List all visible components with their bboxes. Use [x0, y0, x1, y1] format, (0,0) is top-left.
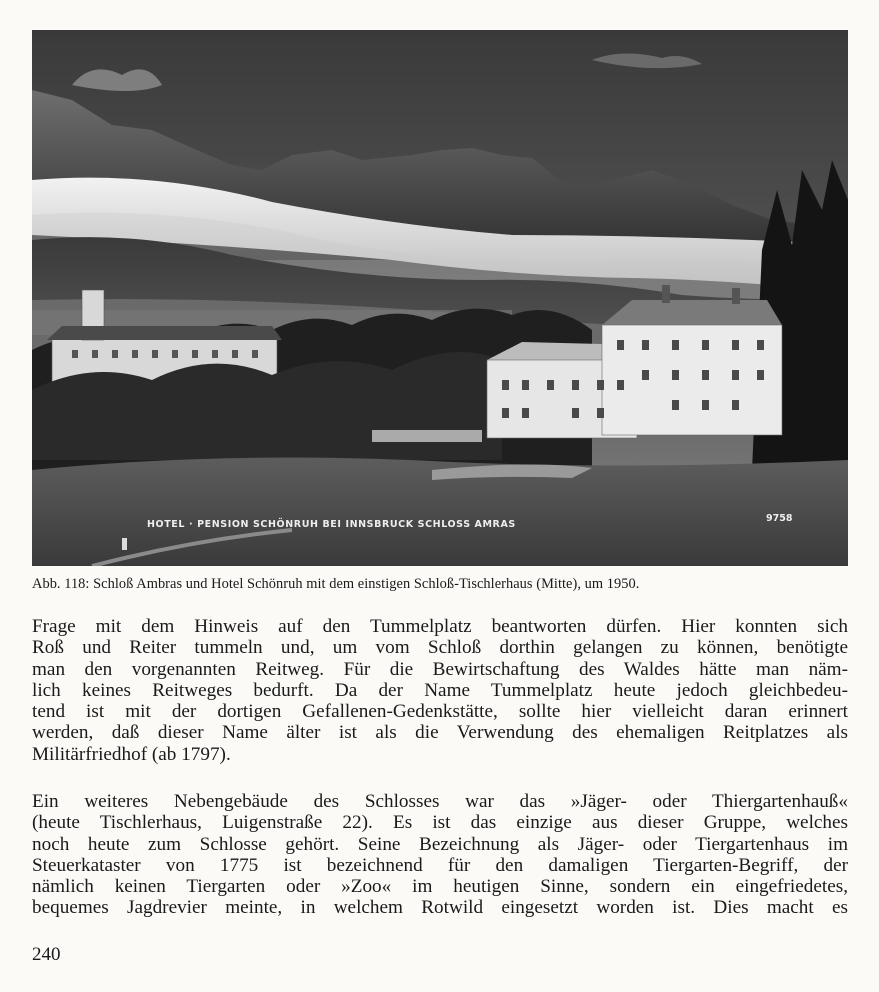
text-line: (heute Tischlerhaus, Luigenstraße 22). Es ist das einzige aus dieser Gruppe, welches — [32, 812, 848, 834]
text-line: tend ist mit der dortigen Gefallenen-Gedenkstätte, sollte hier vielleicht daran erinnert — [32, 701, 848, 723]
text-line: Steuerkataster von 1775 ist bezeichnend für den damaligen Tiergarten-Begriff, der — [32, 854, 848, 876]
text-line: Roß und Reiter tummeln und, um vom Schloß dorthin gelangen zu können, benötigte — [32, 637, 848, 659]
text-line: bequemes Jagdrevier meinte, in welchem Rotwild eingesetzt worden ist. Dies macht es — [32, 897, 848, 919]
text-line: noch heute zum Schlosse gehört. Seine Bezeichnung als Jäger- oder Tiergartenhaus im — [32, 833, 848, 855]
photo-overlay-text: HOTEL · PENSION SCHÖNRUH BEI INNSBRUCK SCHLOSS AMRAS — [147, 519, 516, 530]
figure-caption: Abb. 118: Schloß Ambras und Hotel Schönruh mit dem einstigen Schloß-Tischlerhaus (Mitte), um 1950. — [32, 576, 640, 592]
text-line: Ein weiteres Nebengebäude des Schlosses war das »Jäger- oder Thiergartenhauß« — [32, 791, 848, 812]
text-line: man den vorgenannten Reitweg. Für die Bewirtschaftung des Waldes hätte man näm- — [32, 658, 848, 680]
text-line: nämlich keinen Tiergarten oder »Zoo« im heutigen Sinne, sondern ein eingefriedetes, — [32, 876, 848, 898]
photo-number: 9758 — [766, 513, 793, 524]
page-number: 240 — [32, 944, 61, 965]
text-line: lich keines Reitweges bedurft. Da der Name Tummelplatz heute jedoch gleichbedeu- — [32, 679, 848, 701]
paragraph-2 — [32, 791, 848, 919]
paragraph-1 — [32, 616, 848, 765]
text-line: werden, daß dieser Name älter ist als die Verwendung des ehemaligen Reitplatzes als — [32, 722, 848, 744]
text-line: Militärfriedhof (ab 1797). — [32, 743, 231, 765]
text-line: Frage mit dem Hinweis auf den Tummelplatz beantworten dürfen. Hier konnten sich — [32, 616, 848, 637]
historic-photo — [32, 30, 848, 566]
